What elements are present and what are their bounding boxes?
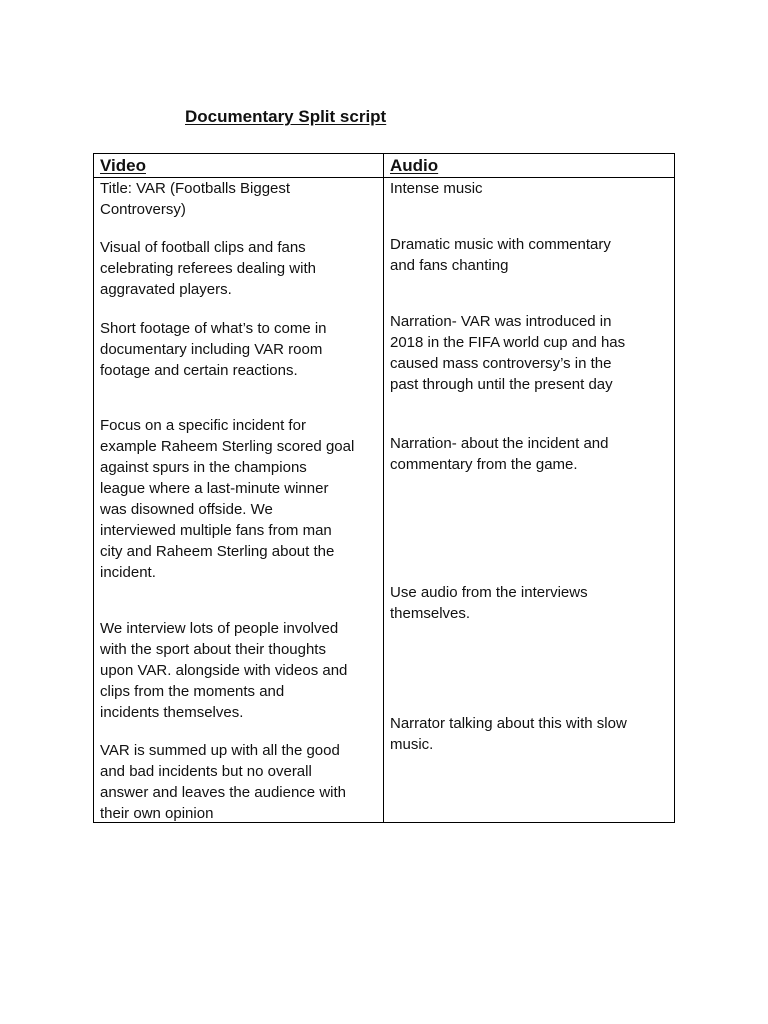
document-title: Documentary Split script — [185, 107, 387, 126]
audio-entry-narrator-slow-music: Narrator talking about this with slow music. — [390, 715, 627, 753]
video-entry-title: Title: VAR (Footballs Biggest Controversy) — [100, 180, 291, 218]
audio-entry-incident-narration: Narration- about the incident and commentary from the game. — [390, 435, 609, 473]
audio-entry-intense-music: Intense music — [390, 180, 483, 197]
audio-entry-interview-audio: Use audio from the interviews themselves. — [390, 584, 588, 622]
video-entry-opening-visuals: Visual of football clips and fans celebrating referees dealing with aggravated players. — [100, 239, 316, 298]
video-entry-interviews: We interview lots of people involved with the sport about their thoughts upon VAR. alongside with videos and clips from the moments and incidents themselves. — [100, 620, 348, 721]
audio-entry-var-narration: Narration- VAR was introduced in 2018 in the FIFA world cup and has caused mass controversy’s in the past through until the present day — [390, 313, 626, 393]
video-entry-specific-incident: Focus on a specific incident for example Raheem Sterling scored goal against spurs in the champions league where a last-minute winner was disowned offside. We interviewed multiple fans from man city and Raheem Sterling about the incident. — [100, 417, 355, 581]
video-entry-preview-footage: Short footage of what’s to come in documentary including VAR room footage and certain reactions. — [100, 320, 327, 379]
column-divider — [383, 154, 384, 822]
video-entry-conclusion: VAR is summed up with all the good and bad incidents but no overall answer and leaves the audience with their own opinion — [100, 742, 346, 822]
audio-column-header: Audio — [390, 156, 439, 175]
audio-entry-dramatic-music: Dramatic music with commentary and fans chanting — [390, 236, 611, 274]
split-script-table — [93, 153, 675, 823]
video-column-header: Video — [100, 156, 146, 175]
